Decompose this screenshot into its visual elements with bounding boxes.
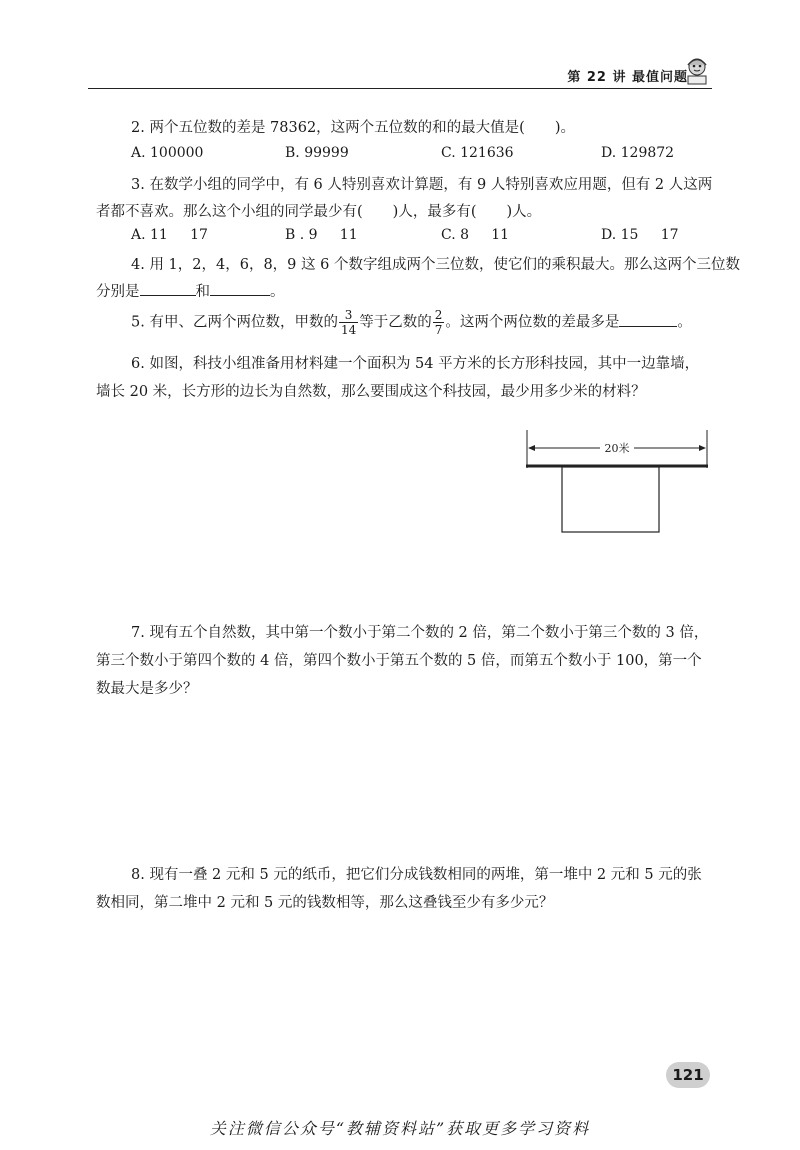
q2-option-d: D. 129872 bbox=[601, 145, 675, 161]
question-4-line-2: 分别是 和 。 bbox=[96, 280, 285, 301]
fraction-2-7: $\frac{2}{7}$ bbox=[434, 308, 443, 337]
question-3-line-2: 者都不喜欢。那么这个小组的同学最少有( )人，最多有( )人。 bbox=[96, 204, 542, 220]
q2-option-b: B. 99999 bbox=[285, 145, 349, 161]
question-7-line-3: 数最大是多少？ bbox=[96, 681, 198, 697]
question-2: 2. 两个五位数的差是 78362，这两个五位数的和的最大值是( )。 bbox=[131, 120, 576, 136]
question-4-line-1: 4. 用 1，2，4，6，8，9 这 6 个数字组成两个三位数，使它们的乘积最大。那么这两个三位数 bbox=[131, 257, 740, 273]
q3-option-d: D. 15 17 bbox=[601, 227, 679, 243]
cartoon-mascot-icon bbox=[684, 56, 710, 86]
question-7-line-2: 第三个数小于第四个数的 4 倍，第四个数小于第五个数的 5 倍，而第五个数小于 100，第一个 bbox=[96, 653, 702, 669]
question-8-line-2: 数相同，第二堆中 2 元和 5 元的钱数相等，那么这叠钱至少有多少元？ bbox=[96, 895, 554, 911]
q2-option-a: A. 100000 bbox=[131, 145, 204, 161]
question-8-line-1: 8. 现有一叠 2 元和 5 元的纸币，把它们分成钱数相同的两堆，第一堆中 2 元和 5 元的张 bbox=[131, 867, 702, 883]
question-7-line-1: 7. 现有五个自然数，其中第一个数小于第二个数的 2 倍，第二个数小于第三个数的 3 倍， bbox=[131, 625, 709, 641]
chapter-title: 第 22 讲 最值问题 bbox=[567, 70, 688, 85]
q3-option-b: B . 9 11 bbox=[285, 227, 358, 243]
question-5: 5. 有甲、乙两个两位数，甲数的 $\frac{3}{14}$ 等于乙数的 $\frac{2}{7}$ 。这两个两位数的差最多是 。 bbox=[131, 308, 692, 337]
footer-note: 关注微信公众号“教辅资料站”获取更多学习资料 bbox=[209, 1119, 591, 1138]
question-3-line-1: 3. 在数学小组的同学中，有 6 人特别喜欢计算题，有 9 人特别喜欢应用题，但有 2 人这两 bbox=[131, 177, 713, 193]
fraction-3-14: $\frac{3}{14}$ bbox=[340, 308, 357, 337]
wall-length-label: 20米 bbox=[604, 442, 630, 455]
q3-option-c: C. 8 11 bbox=[441, 227, 510, 243]
page-number: 121 bbox=[666, 1062, 710, 1088]
question-6-line-1: 6. 如图，科技小组准备用材料建一个面积为 54 平方米的长方形科技园，其中一边靠墙， bbox=[131, 356, 700, 372]
question-6-line-2: 墙长 20 米，长方形的边长为自然数，那么要围成这个科技园，最少用多少米的材料？ bbox=[96, 384, 646, 400]
wall-rectangle-figure bbox=[520, 428, 716, 538]
q3-option-a: A. 11 17 bbox=[131, 227, 208, 243]
header-rule bbox=[88, 88, 712, 89]
q2-option-c: C. 121636 bbox=[441, 145, 514, 161]
